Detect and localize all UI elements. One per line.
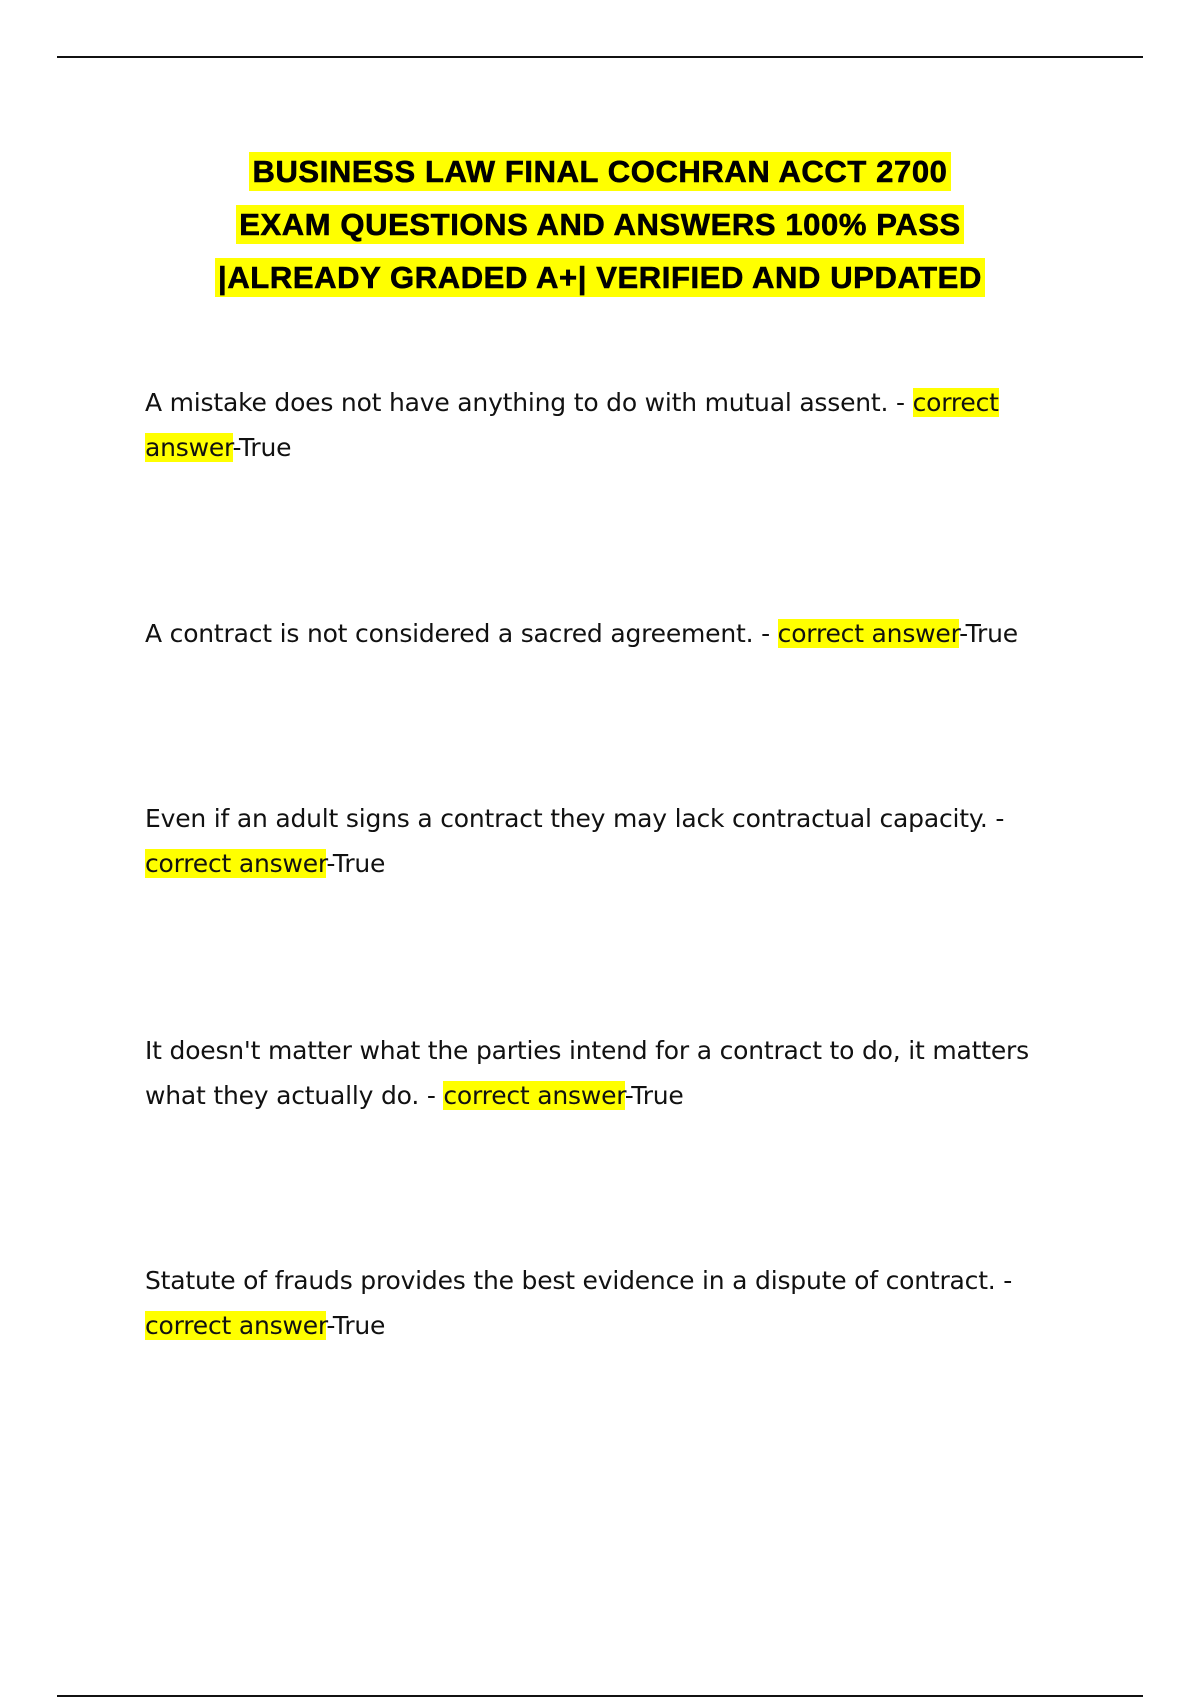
bottom-rule — [57, 1695, 1143, 1697]
question-text: Even if an adult signs a contract they may lack contractual capacity. - — [145, 804, 1005, 833]
top-rule — [57, 56, 1143, 58]
answer-text: -True — [326, 849, 386, 878]
answer-text: -True — [624, 1081, 684, 1110]
title-line-3: |ALREADY GRADED A+| VERIFIED AND UPDATED — [0, 251, 1200, 304]
title-line-1: BUSINESS LAW FINAL COCHRAN ACCT 2700 — [0, 145, 1200, 198]
answer-label-highlight: correct answer — [443, 1081, 625, 1110]
answer-label-highlight: correct answer — [145, 1311, 327, 1340]
qa-item-1 — [145, 380, 1085, 470]
document-title — [0, 145, 1200, 304]
answer-label-highlight: correct answer — [145, 849, 327, 878]
question-text: A mistake does not have anything to do with mutual assent. - — [145, 388, 913, 417]
qa-item-4 — [145, 1028, 1085, 1118]
answer-text: -True — [959, 619, 1018, 648]
qa-item-2 — [145, 611, 1085, 656]
answer-text: -True — [232, 433, 292, 462]
question-text: Statute of frauds provides the best evidence in a dispute of contract. - — [145, 1266, 1013, 1295]
title-line-2: EXAM QUESTIONS AND ANSWERS 100% PASS — [0, 198, 1200, 251]
qa-item-3 — [145, 796, 1085, 886]
answer-label-highlight: correct answer — [145, 388, 999, 462]
answer-text: -True — [326, 1311, 386, 1340]
question-text: It doesn't matter what the parties intend for a contract to do, it matters what they actually do. - — [145, 1036, 1029, 1110]
answer-label-highlight: correct answer — [777, 619, 960, 648]
question-text: A contract is not considered a sacred agreement. - — [145, 619, 778, 648]
qa-item-5 — [145, 1258, 1085, 1348]
